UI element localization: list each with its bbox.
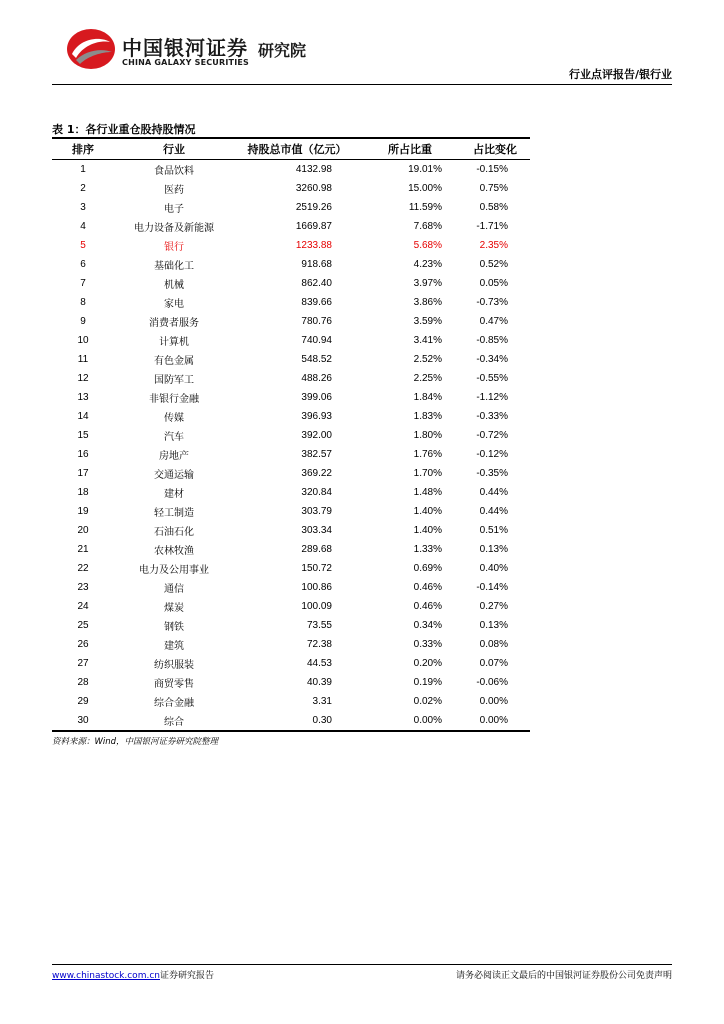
cell-rank: 10: [77, 335, 89, 346]
cell-industry: 电子: [164, 204, 184, 215]
cell-market-value: 862.40: [301, 278, 332, 289]
cell-market-value: 320.84: [301, 487, 332, 498]
cell-market-value: 488.26: [301, 373, 332, 384]
table-row: [52, 483, 530, 502]
cell-rank: 2: [80, 183, 86, 194]
cell-change: -1.71%: [476, 221, 508, 232]
cell-market-value: 918.68: [301, 259, 332, 270]
table-source-note: 资料来源：Wind，中国银河证券研究院整理: [52, 737, 219, 747]
table-row: [52, 388, 530, 407]
cell-share: 7.68%: [413, 221, 442, 232]
cell-industry: 钢铁: [164, 622, 184, 633]
cell-market-value: 839.66: [301, 297, 332, 308]
table-row: [52, 350, 530, 369]
table-row: [52, 236, 530, 255]
cell-rank: 14: [77, 411, 89, 422]
cell-industry: 轻工制造: [154, 508, 194, 519]
cell-industry: 传媒: [164, 413, 184, 424]
cell-share: 0.46%: [413, 601, 442, 612]
header-change: 占比变化: [473, 143, 517, 156]
cell-market-value: 100.09: [301, 601, 332, 612]
table-row: [52, 540, 530, 559]
website-link[interactable]: www.chinastock.com.cn: [52, 971, 160, 981]
cell-share: 0.02%: [413, 696, 442, 707]
cell-share: 15.00%: [408, 183, 442, 194]
cell-industry: 计算机: [159, 337, 189, 348]
cell-share: 3.97%: [413, 278, 442, 289]
cell-market-value: 399.06: [301, 392, 332, 403]
cell-market-value: 150.72: [301, 563, 332, 574]
cell-rank: 16: [77, 449, 89, 460]
cell-market-value: 2519.26: [295, 202, 332, 213]
cell-share: 11.59%: [408, 202, 442, 213]
cell-rank: 30: [77, 715, 89, 726]
cell-industry: 基础化工: [154, 261, 194, 272]
cell-rank: 4: [80, 221, 86, 232]
cell-change: -0.15%: [476, 164, 508, 175]
holdings-table: [52, 137, 530, 732]
cell-share: 2.52%: [413, 354, 442, 365]
cell-change: 0.44%: [479, 506, 508, 517]
table-title: 表 1：各行业重仓股持股情况: [52, 123, 196, 136]
cell-share: 0.69%: [413, 563, 442, 574]
cell-share: 1.83%: [413, 411, 442, 422]
footer-report-label: 证券研究报告: [159, 971, 214, 981]
cell-rank: 21: [77, 544, 89, 555]
cell-change: 0.07%: [479, 658, 508, 669]
cell-industry: 煤炭: [164, 603, 184, 614]
cell-rank: 23: [77, 582, 89, 593]
cell-industry: 农林牧渔: [154, 546, 194, 557]
cell-industry: 消费者服务: [149, 318, 199, 329]
cell-change: -0.12%: [476, 449, 508, 460]
cell-share: 0.19%: [413, 677, 442, 688]
cell-change: 0.08%: [479, 639, 508, 650]
cell-change: 0.51%: [479, 525, 508, 536]
header-market-value: 持股总市值（亿元）: [247, 143, 347, 156]
cell-change: 0.13%: [479, 620, 508, 631]
cell-industry: 银行: [164, 242, 184, 253]
footer-left: [52, 968, 214, 981]
cell-share: 1.76%: [413, 449, 442, 460]
cell-market-value: 740.94: [301, 335, 332, 346]
cell-share: 1.33%: [413, 544, 442, 555]
cell-market-value: 289.68: [301, 544, 332, 555]
table-row: [52, 179, 530, 198]
cell-change: 0.52%: [479, 259, 508, 270]
table-row: [52, 692, 530, 711]
cell-rank: 28: [77, 677, 89, 688]
cell-change: 0.44%: [479, 487, 508, 498]
cell-rank: 9: [80, 316, 86, 327]
table-row: [52, 616, 530, 635]
cell-industry: 综合: [164, 717, 184, 728]
cell-change: 0.13%: [479, 544, 508, 555]
cell-share: 5.68%: [413, 240, 442, 251]
cell-rank: 27: [77, 658, 89, 669]
cell-rank: 5: [80, 240, 86, 251]
table-row: [52, 160, 530, 180]
cell-industry: 汽车: [164, 432, 184, 443]
cell-industry: 通信: [164, 584, 184, 595]
cell-market-value: 548.52: [301, 354, 332, 365]
cell-rank: 17: [77, 468, 89, 479]
table-row: [52, 407, 530, 426]
cell-change: -0.55%: [476, 373, 508, 384]
cell-share: 3.59%: [413, 316, 442, 327]
cell-share: 1.84%: [413, 392, 442, 403]
cell-change: -0.06%: [476, 677, 508, 688]
cell-rank: 22: [77, 563, 89, 574]
cell-change: -0.34%: [476, 354, 508, 365]
cell-rank: 15: [77, 430, 89, 441]
table-row: [52, 578, 530, 597]
cell-change: -0.35%: [476, 468, 508, 479]
cell-market-value: 780.76: [301, 316, 332, 327]
cell-market-value: 0.30: [312, 715, 332, 726]
cell-share: 0.34%: [413, 620, 442, 631]
cell-market-value: 1233.88: [295, 240, 332, 251]
cell-industry: 机械: [164, 280, 184, 291]
header-divider: [52, 84, 672, 85]
cell-industry: 综合金融: [154, 698, 194, 709]
cell-share: 1.40%: [413, 506, 442, 517]
cell-change: -0.14%: [476, 582, 508, 593]
cell-share: 0.46%: [413, 582, 442, 593]
cell-market-value: 392.00: [301, 430, 332, 441]
cell-change: 0.58%: [479, 202, 508, 213]
cell-share: 1.40%: [413, 525, 442, 536]
cell-market-value: 303.79: [301, 506, 332, 517]
cell-share: 3.86%: [413, 297, 442, 308]
cell-industry: 有色金属: [154, 356, 194, 367]
cell-rank: 19: [77, 506, 89, 517]
table-header-row: [52, 138, 530, 160]
header-share: 所占比重: [388, 143, 432, 156]
table-body: [52, 160, 530, 732]
cell-market-value: 396.93: [301, 411, 332, 422]
cell-share: 19.01%: [408, 164, 442, 175]
cell-market-value: 40.39: [306, 677, 332, 688]
brand-name-cn: 中国银河证券: [122, 36, 248, 60]
table-row: [52, 426, 530, 445]
table-row: [52, 369, 530, 388]
cell-market-value: 1669.87: [295, 221, 332, 232]
cell-share: 1.80%: [413, 430, 442, 441]
cell-share: 1.48%: [413, 487, 442, 498]
cell-share: 3.41%: [413, 335, 442, 346]
cell-industry: 国防军工: [154, 375, 194, 386]
cell-change: 0.00%: [479, 715, 508, 726]
header-industry: 行业: [163, 143, 185, 156]
cell-rank: 26: [77, 639, 89, 650]
cell-rank: 6: [80, 259, 86, 270]
cell-rank: 24: [77, 601, 89, 612]
table-row: [52, 673, 530, 692]
table-row: [52, 464, 530, 483]
cell-industry: 医药: [164, 185, 184, 196]
footer-divider: [52, 964, 672, 965]
table-row: [52, 217, 530, 236]
cell-change: 0.27%: [479, 601, 508, 612]
cell-change: 0.75%: [479, 183, 508, 194]
cell-market-value: 303.34: [301, 525, 332, 536]
cell-industry: 食品饮料: [154, 166, 194, 177]
cell-rank: 25: [77, 620, 89, 631]
cell-change: -0.33%: [476, 411, 508, 422]
cell-industry: 电力设备及新能源: [134, 223, 214, 234]
cell-rank: 29: [77, 696, 89, 707]
cell-rank: 11: [77, 354, 89, 365]
table-row: [52, 255, 530, 274]
cell-change: -0.85%: [476, 335, 508, 346]
cell-share: 1.70%: [413, 468, 442, 479]
cell-market-value: 73.55: [306, 620, 332, 631]
cell-change: 0.00%: [479, 696, 508, 707]
table-row: [52, 331, 530, 350]
table-row: [52, 502, 530, 521]
institute-name: 研究院: [258, 41, 307, 60]
cell-industry: 纺织服装: [154, 660, 194, 671]
cell-industry: 家电: [164, 299, 184, 310]
cell-rank: 3: [80, 202, 86, 213]
table-row: [52, 312, 530, 331]
cell-market-value: 382.57: [301, 449, 332, 460]
header-rank: 排序: [72, 143, 94, 156]
cell-market-value: 100.86: [301, 582, 332, 593]
cell-rank: 1: [80, 164, 86, 175]
table-row: [52, 711, 530, 731]
table-row: [52, 274, 530, 293]
table-row: [52, 559, 530, 578]
cell-change: 2.35%: [479, 240, 508, 251]
cell-market-value: 3260.98: [295, 183, 332, 194]
cell-industry: 商贸零售: [154, 679, 194, 690]
table-row: [52, 654, 530, 673]
cell-industry: 电力及公用事业: [139, 565, 209, 576]
cell-share: 0.20%: [413, 658, 442, 669]
table-row: [52, 445, 530, 464]
cell-share: 0.33%: [413, 639, 442, 650]
footer-disclaimer: 请务必阅读正文最后的中国银河证券股份公司免责声明: [455, 971, 672, 981]
cell-share: 4.23%: [413, 259, 442, 270]
cell-share: 2.25%: [413, 373, 442, 384]
cell-rank: 8: [80, 297, 86, 308]
table-row: [52, 198, 530, 217]
cell-industry: 房地产: [159, 451, 189, 462]
cell-rank: 18: [77, 487, 89, 498]
cell-rank: 12: [77, 373, 89, 384]
cell-share: 0.00%: [413, 715, 442, 726]
cell-rank: 13: [77, 392, 89, 403]
cell-industry: 交通运输: [154, 470, 194, 481]
table-row: [52, 635, 530, 654]
cell-market-value: 3.31: [312, 696, 332, 707]
cell-market-value: 4132.98: [295, 164, 332, 175]
cell-change: -0.72%: [476, 430, 508, 441]
brand-name-en: CHINA GALAXY SECURITIES: [122, 58, 249, 67]
cell-market-value: 369.22: [301, 468, 332, 479]
cell-rank: 7: [80, 278, 86, 289]
cell-market-value: 44.53: [306, 658, 332, 669]
table-row: [52, 521, 530, 540]
table-row: [52, 293, 530, 312]
cell-change: -1.12%: [476, 392, 508, 403]
table-row: [52, 597, 530, 616]
cell-industry: 建材: [164, 489, 184, 500]
cell-industry: 石油石化: [154, 527, 194, 538]
cell-change: 0.47%: [479, 316, 508, 327]
galaxy-logo-icon: [66, 28, 116, 70]
cell-market-value: 72.38: [306, 639, 332, 650]
cell-change: -0.73%: [476, 297, 508, 308]
cell-rank: 20: [77, 525, 89, 536]
cell-industry: 建筑: [164, 641, 184, 652]
report-type: 行业点评报告/银行业: [568, 68, 672, 81]
cell-change: 0.05%: [479, 278, 508, 289]
cell-change: 0.40%: [479, 563, 508, 574]
cell-industry: 非银行金融: [149, 394, 199, 405]
